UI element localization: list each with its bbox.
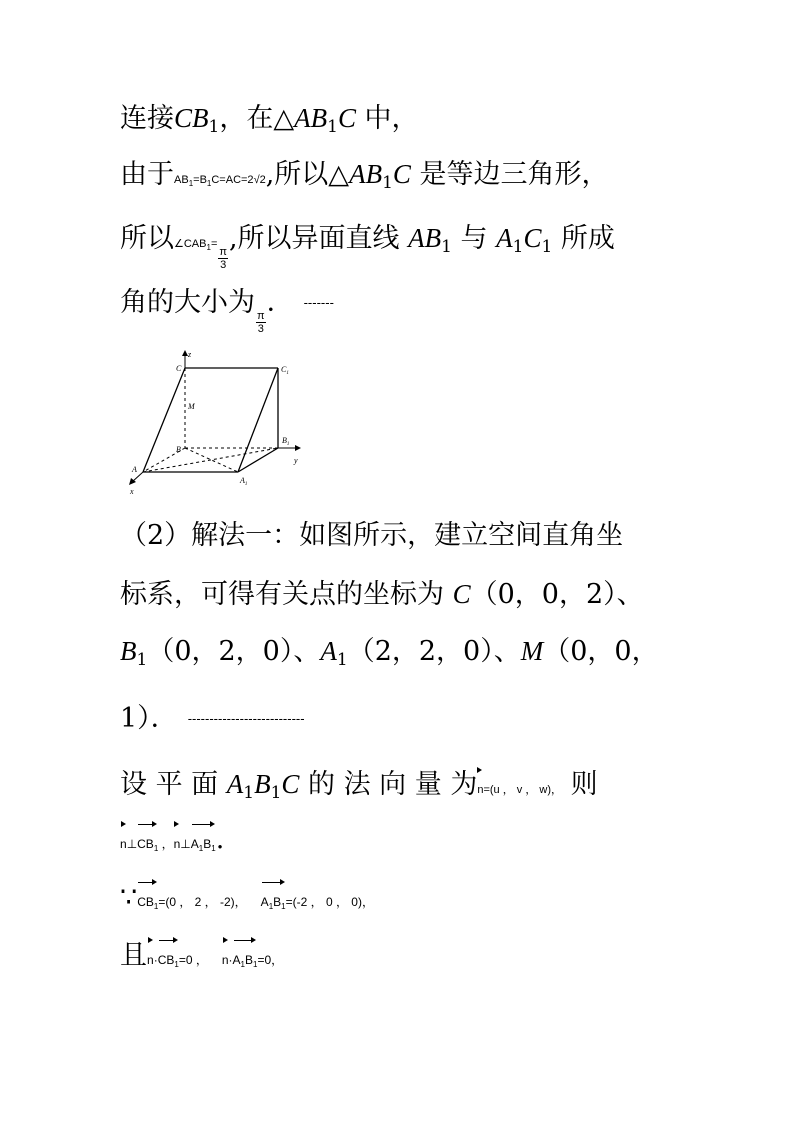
- edge-b-a1-dashed: [185, 448, 238, 472]
- label-a: A: [132, 465, 137, 474]
- label-z: z: [188, 350, 192, 359]
- fraction-pi-over-3: $\frac{\pi}{3}$: [257, 310, 265, 335]
- edge-c-a: [143, 368, 185, 472]
- text-line-3: 所以$\angle CAB_1=$ $\frac{\pi}{3}$ ,所以异面直线 $AB_1$ 与 $A_1C_1$ 所成: [120, 223, 615, 271]
- text-line-4: 角的大小为 $\frac{\pi}{3}$ ． -------: [120, 287, 334, 335]
- fraction-pi-over-3: $\frac{\pi}{3}$: [219, 246, 227, 271]
- label-c: C: [176, 364, 182, 373]
- label-m: M: [188, 402, 195, 411]
- text-line-8: 1）． ---------------------------: [120, 703, 305, 734]
- text-line-6: 标系，可得有关点的坐标为 C（0，0，2）、: [120, 579, 644, 610]
- text-line-1: 连接$CB_1$，在$\triangle AB_1C$ 中，: [120, 103, 419, 137]
- label-b1: $B_1$: [282, 436, 290, 447]
- y-axis-arrow: [295, 445, 301, 451]
- equation-ab1-eq: $AB_1=B_1C=AC=2√2$: [174, 174, 266, 188]
- label-x: x: [130, 487, 134, 496]
- text-line-9: 设 平 面 $A_1B_1C$ 的 法 向 量 为n=(u ， v ， w)， 则: [120, 768, 598, 809]
- text-line-5: （2）解法一：如图所示，建立空间直角坐: [120, 520, 624, 551]
- edge-c1-a1: [238, 368, 278, 472]
- text-line-11: $\because CB_1=(0$ ， 2 ， -2)， $A_1B_1=(-2$ ， 0 ， 0)，: [120, 880, 374, 923]
- label-c1: $C_1$: [281, 365, 289, 376]
- text-line-2: 由于$AB_1=B_1C=AC=2√2$,所以$\triangle AB_1C$ 是等边三角形，: [120, 159, 609, 193]
- text-line-7: $B_1(0$，2，0）、$A_1(2$，2，0）、M（0，0，: [120, 636, 659, 670]
- angle-expression: $\angle CAB_1=$: [174, 238, 218, 252]
- label-y: y: [294, 456, 298, 465]
- label-b: B: [176, 445, 181, 454]
- normal-vector-n: n=(u ， v ， w)，: [477, 784, 562, 796]
- text-line-10: $n\perp CB_1$ ，$n\perp A_1B_1$.: [120, 822, 224, 865]
- label-a1: $A_1$: [240, 476, 248, 487]
- prism-coordinate-figure: [110, 345, 310, 500]
- text-line-12: 且$n\cdot CB_1=0$ ， $n\cdot A_1B_1=0$，: [120, 938, 283, 981]
